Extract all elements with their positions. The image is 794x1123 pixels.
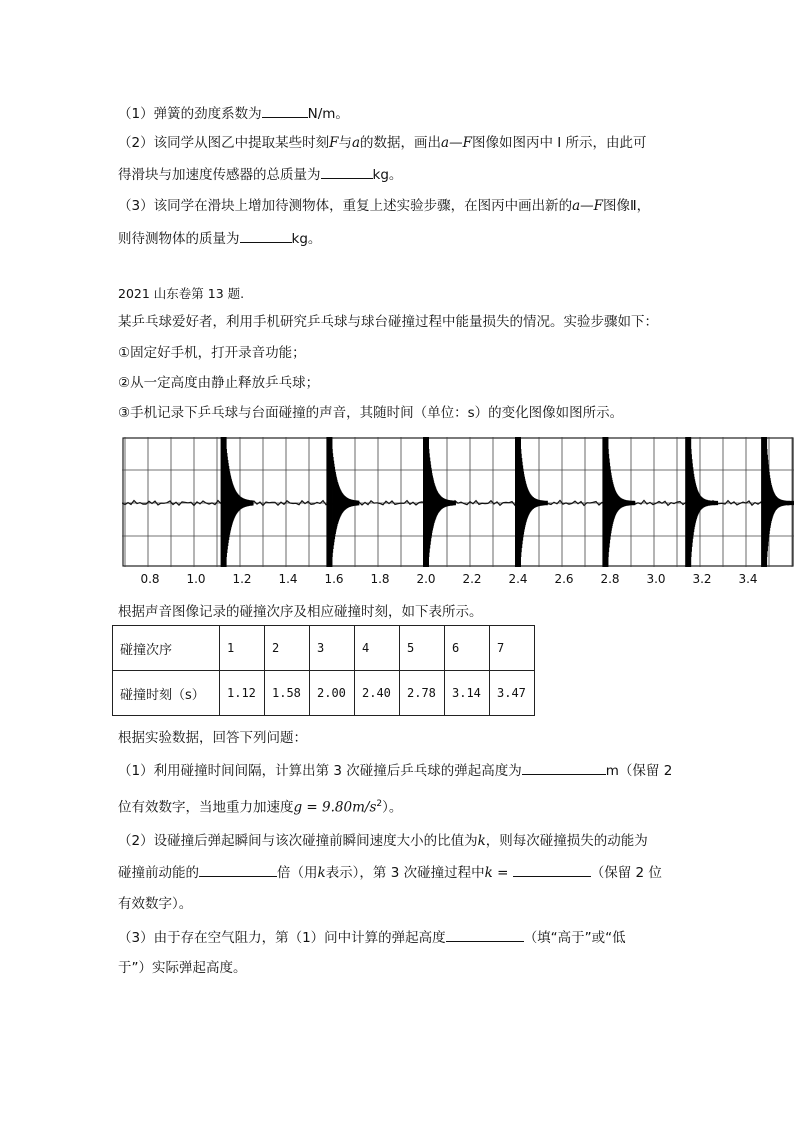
order-cell: 7 (490, 626, 535, 671)
q2-line2: 碰撞前动能的 倍（用k表示），第 3 次碰撞过程中k = （保留 2 位 (118, 862, 662, 883)
answer-blank[interactable] (199, 862, 277, 877)
time-cell: 1.58 (265, 671, 310, 716)
impact-burst (761, 437, 794, 567)
order-cell: 1 (220, 626, 265, 671)
x-tick-label: 2.4 (508, 572, 528, 586)
answer-blank[interactable] (446, 927, 524, 942)
collision-table (112, 625, 535, 716)
row-label-time: 碰撞时刻（s） (113, 671, 220, 716)
x-tick-label: 3.2 (692, 572, 712, 586)
x-tick-label: 3.0 (646, 572, 666, 586)
order-cell: 5 (400, 626, 445, 671)
prev-q2-line2: 得滑块与加速度传感器的总质量为 kg。 (118, 164, 402, 185)
table-row (113, 626, 535, 671)
x-tick-label: 3.4 (738, 572, 758, 586)
impact-burst (221, 437, 254, 567)
step-3: ③手机记录下乒乓球与台面碰撞的声音，其随时间（单位：s）的变化图像如图所示。 (118, 405, 624, 421)
x-tick-label: 1.4 (278, 572, 298, 586)
row-label-order: 碰撞次序 (113, 626, 220, 671)
prev-q3-line1: （3）该同学在滑块上增加待测物体，重复上述实验步骤，在图丙中画出新的a—F图像Ⅱ， (118, 198, 651, 214)
time-cell: 1.12 (220, 671, 265, 716)
q2-line3: 有效数字）。 (118, 896, 193, 912)
q2-line1: （2）设碰撞后弹起瞬间与该次碰撞前瞬间速度大小的比值为k，则每次碰撞损失的动能为 (118, 833, 648, 849)
impact-burst (602, 437, 635, 567)
prev-q3-line2: 则待测物体的质量为 kg。 (118, 228, 321, 249)
x-tick-label: 1.6 (324, 572, 344, 586)
x-tick-label: 2.2 (462, 572, 482, 586)
sound-waveform-chart (122, 437, 794, 567)
problem-intro: 某乒乓球爱好者，利用手机研究乒乓球与球台碰撞过程中能量损失的情况。实验步骤如下： (118, 314, 658, 330)
impact-burst (423, 437, 456, 567)
impact-burst (685, 437, 718, 567)
prev-q1: （1）弹簧的劲度系数为 N/m。 (118, 103, 349, 124)
answer-blank[interactable] (522, 760, 606, 775)
problem-source: 2021 山东卷第 13 题. (118, 286, 245, 301)
q3-line1: （3）由于存在空气阻力，第（1）问中计算的弹起高度 （填“高于”或“低 (118, 927, 626, 948)
order-cell: 6 (445, 626, 490, 671)
time-cell: 2.78 (400, 671, 445, 716)
impact-burst (515, 437, 548, 567)
time-cell: 3.47 (490, 671, 535, 716)
x-tick-label: 1.2 (232, 572, 252, 586)
time-cell: 2.00 (310, 671, 355, 716)
time-cell: 3.14 (445, 671, 490, 716)
order-cell: 3 (310, 626, 355, 671)
table-intro: 根据声音图像记录的碰撞次序及相应碰撞时刻，如下表所示。 (118, 604, 483, 620)
x-axis-ticks (122, 568, 794, 590)
x-tick-label: 2.8 (600, 572, 620, 586)
answer-blank[interactable] (240, 228, 292, 243)
answer-blank[interactable] (513, 862, 591, 877)
answer-intro: 根据实验数据，回答下列问题： (118, 730, 307, 746)
x-tick-label: 1.0 (186, 572, 206, 586)
answer-blank[interactable] (262, 103, 308, 118)
q1-line2: 位有效数字，当地重力加速度$g = 9.80m/s^2$）。 (118, 799, 403, 816)
table-row (113, 671, 535, 716)
order-cell: 4 (355, 626, 400, 671)
prev-q2-line1: （2）该同学从图乙中提取某些时刻F与a的数据，画出a—F图像如图丙中 I 所示，由此可 (118, 135, 647, 151)
answer-blank[interactable] (321, 164, 373, 179)
step-1: ①固定好手机，打开录音功能； (118, 345, 306, 361)
step-2: ②从一定高度由静止释放乒乓球； (118, 375, 320, 391)
time-cell: 2.40 (355, 671, 400, 716)
order-cell: 2 (265, 626, 310, 671)
impact-burst (326, 437, 359, 567)
x-tick-label: 1.8 (370, 572, 390, 586)
x-tick-label: 2.6 (554, 572, 574, 586)
x-tick-label: 0.8 (140, 572, 160, 586)
q3-line2: 于”）实际弹起高度。 (118, 960, 247, 976)
q1-line1: （1）利用碰撞时间间隔，计算出第 3 次碰撞后乒乓球的弹起高度为 m（保留 2 (118, 760, 672, 781)
x-tick-label: 2.0 (416, 572, 436, 586)
